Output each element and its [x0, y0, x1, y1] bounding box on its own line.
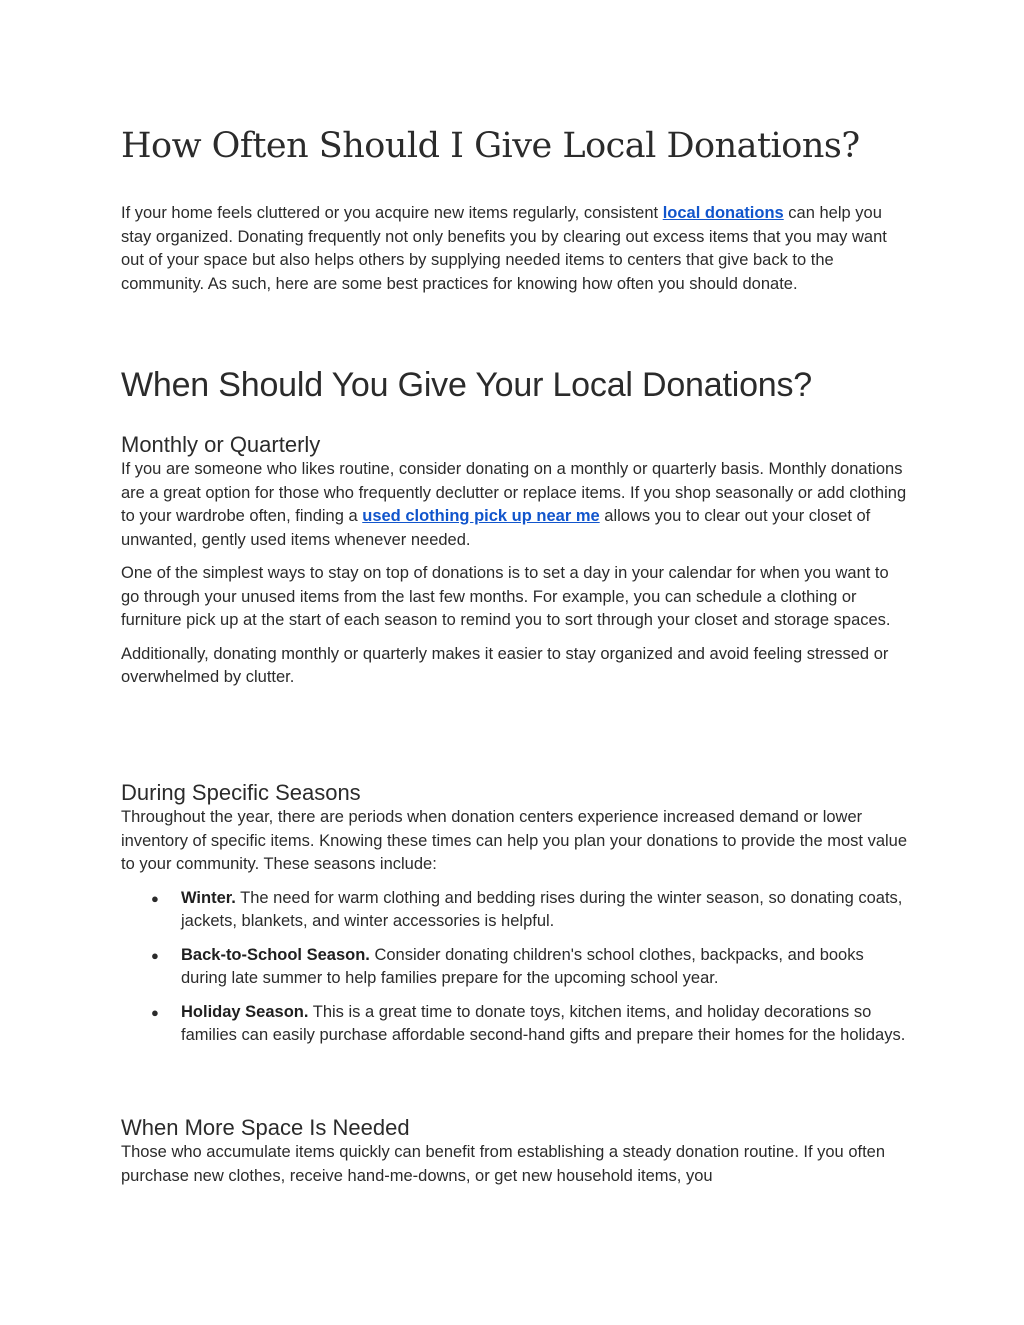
list-item-label: Back-to-School Season.: [181, 945, 370, 964]
used-clothing-pickup-link[interactable]: used clothing pick up near me: [362, 507, 600, 525]
local-donations-link[interactable]: local donations: [662, 204, 784, 222]
monthly-p1-before: If you are someone who likes routine, consider donating on a monthly or quarterly basis. Monthly donations are a great option for those who frequently declutter or replace items. If you shop seasonally or add clothing to your wardrobe often, finding a: [121, 460, 907, 525]
space-section: [121, 1115, 911, 1188]
list-item-winter: [121, 887, 911, 934]
monthly-paragraph-1: [121, 458, 911, 552]
list-item-text: Consider donating children's school clothes, backpacks, and books during late summer to help families prepare for the upcoming school year.: [181, 945, 864, 987]
seasons-heading: During Specific Seasons: [121, 780, 361, 805]
seasons-paragraph: Throughout the year, there are periods when donation centers experience increased demand or lower inventory of specific items. Knowing these times can help you plan your donations to provide the most value to your community. These seasons include:: [121, 808, 908, 873]
seasons-list: [121, 887, 911, 1048]
monthly-heading: Monthly or Quarterly: [121, 432, 321, 457]
list-item-text: The need for warm clothing and bedding rises during the winter season, so donating coats, jackets, blankets, and winter accessories is helpful.: [181, 888, 903, 930]
intro-text-after: can help you stay organized. Donating frequently not only benefits you by clearing out excess items that you may want out of your space but also helps others by supplying needed items to centers that give back to the community. As such, here are some best practices for knowing how often you should donate.: [121, 204, 887, 293]
list-item-text: This is a great time to donate toys, kitchen items, and holiday decorations so families can easily purchase affordable second-hand gifts and prepare their homes for the holidays.: [181, 1002, 906, 1044]
bullet-icon: ●: [151, 890, 159, 906]
bullet-icon: ●: [151, 947, 159, 963]
monthly-p1-after: allows you to clear out your closet of unwanted, gently used items whenever needed.: [121, 507, 871, 549]
bullet-icon: ●: [151, 1004, 159, 1020]
monthly-paragraph-2: One of the simplest ways to stay on top of donations is to set a day in your calendar for when you want to go through your unused items from the last few months. For example, you can schedule a clothing or furniture pick up at the start of each season to remind you to sort through your closet and storage spaces.: [121, 564, 891, 629]
section-heading: When Should You Give Your Local Donations?: [121, 366, 813, 404]
monthly-section: [121, 432, 911, 690]
list-item-label: Holiday Season.: [181, 1002, 309, 1021]
list-item-holiday: [121, 1001, 911, 1048]
monthly-paragraph-3: Additionally, donating monthly or quarterly makes it easier to stay organized and avoid feeling stressed or overwhelmed by clutter.: [121, 644, 889, 686]
space-paragraph: Those who accumulate items quickly can benefit from establishing a steady donation routine. If you often purchase new clothes, receive hand-me-downs, or get new household items, you: [121, 1143, 886, 1185]
list-item-label: Winter.: [181, 888, 236, 907]
page-title: How Often Should I Give Local Donations?: [121, 126, 860, 166]
intro-text-before: If your home feels cluttered or you acquire new items regularly, consistent: [121, 204, 663, 222]
seasons-section: [121, 780, 911, 1058]
space-heading: When More Space Is Needed: [121, 1115, 410, 1140]
list-item-back-to-school: [121, 944, 911, 991]
intro-paragraph: [121, 202, 911, 296]
